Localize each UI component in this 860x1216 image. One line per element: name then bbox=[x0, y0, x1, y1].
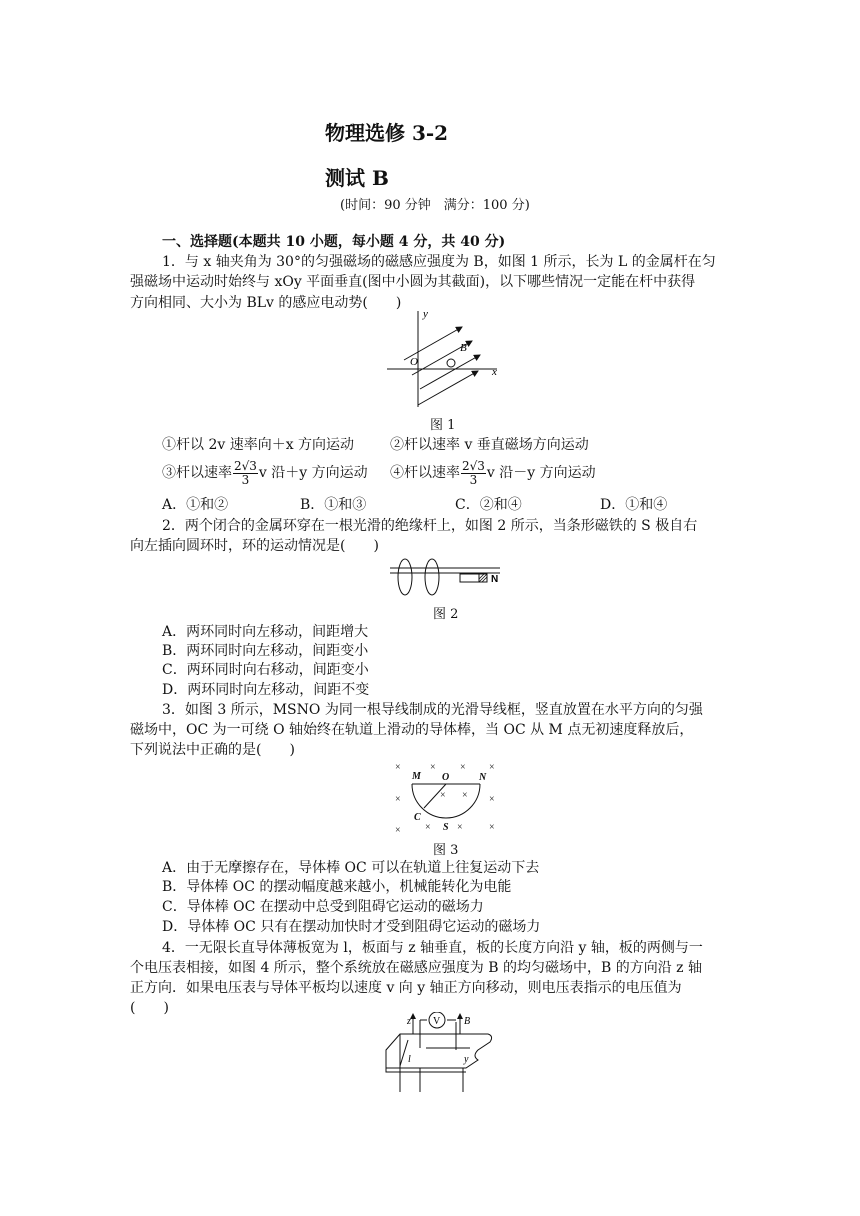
q1-choice-4-pre: ④杆以速率 bbox=[390, 465, 460, 481]
figure-2-caption: 图 2 bbox=[433, 607, 459, 622]
q1-option-a: A．①和② bbox=[162, 497, 229, 513]
q3-option-b: B．导体棒 OC 的摆动幅度越来越小，机械能转化为电能 bbox=[162, 879, 512, 895]
figure-4-diagram bbox=[380, 1012, 498, 1094]
q1-line2: 强磁场中运动时始终与 xOy 平面垂直(图中小圆为其截面)，以下哪些情况一定能在杆中获得 bbox=[130, 274, 696, 290]
field-cross: × bbox=[460, 762, 466, 773]
q3-option-d: D．导体棒 OC 只有在摆动加快时才受到阻碍它运动的磁场力 bbox=[162, 919, 541, 935]
q1-line1: 1．与 x 轴夹角为 30°的匀强磁场的磁感应强度为 B，如图 1 所示，长为 L 的金属杆在匀 bbox=[162, 254, 716, 270]
fraction-denominator: 3 bbox=[469, 472, 478, 487]
q1-line3: 方向相同、大小为 BLv 的感应电动势( ) bbox=[130, 295, 402, 311]
fig1-label-x: x bbox=[492, 366, 497, 378]
fig3-label-n: N bbox=[479, 772, 487, 783]
page-title: 物理选修 3-2 bbox=[325, 121, 449, 145]
q2-line2: 向左插向圆环时，环的运动情况是( ) bbox=[130, 538, 379, 554]
fraction-numerator: 2√3 bbox=[234, 458, 257, 473]
q1-choice-3-post: v 沿＋y 方向运动 bbox=[258, 465, 368, 481]
field-cross: × bbox=[489, 822, 495, 833]
fig3-label-m: M bbox=[412, 771, 421, 782]
figure-1-diagram bbox=[382, 305, 507, 410]
q2-option-a: A．两环同时向左移动，间距增大 bbox=[162, 624, 369, 640]
q1-choice-2: ②杆以速率 v 垂直磁场方向运动 bbox=[390, 437, 589, 453]
figure-2-diagram bbox=[388, 555, 513, 600]
magnet-n-label: N bbox=[491, 574, 499, 585]
figure-1-caption: 图 1 bbox=[430, 418, 456, 433]
fig4-label-b: B bbox=[464, 1016, 471, 1027]
q2-option-c: C．两环同时向右移动，间距变小 bbox=[162, 662, 369, 678]
figure-3-diagram bbox=[390, 758, 505, 838]
q1-choice-4-post: v 沿－y 方向运动 bbox=[486, 465, 596, 481]
q1-choice-3-pre: ③杆以速率 bbox=[162, 465, 232, 481]
fig4-label-y: y bbox=[464, 1054, 469, 1065]
q1-option-b: B．①和③ bbox=[300, 497, 367, 513]
fig1-label-b: B bbox=[460, 342, 467, 354]
fig4-voltmeter-v: V bbox=[433, 1016, 441, 1027]
q2-option-d: D．两环同时向左移动，间距不变 bbox=[162, 682, 370, 698]
fig1-label-o: O bbox=[410, 356, 418, 368]
q4-line1: 4．一无限长直导体薄板宽为 l，板面与 z 轴垂直，板的长度方向沿 y 轴，板的两侧与一 bbox=[162, 940, 703, 956]
fraction-denominator: 3 bbox=[241, 472, 250, 487]
q4-line3: 正方向．如果电压表与导体平板均以速度 v 向 y 轴正方向移动，则电压表指示的电压值为 bbox=[130, 980, 682, 996]
page-subtitle: 测试 B bbox=[325, 166, 389, 190]
field-cross: × bbox=[440, 790, 446, 801]
q3-option-c: C．导体棒 OC 在摆动中总受到阻碍它运动的磁场力 bbox=[162, 899, 484, 915]
q1-choice-3-fraction bbox=[233, 460, 258, 487]
fraction-numerator: 2√3 bbox=[462, 458, 485, 473]
field-cross: × bbox=[395, 762, 401, 773]
fig4-label-z: z bbox=[407, 1016, 411, 1027]
q1-choice-4-fraction bbox=[461, 460, 486, 487]
q3-line3: 下列说法中正确的是( ) bbox=[130, 742, 295, 758]
field-cross: × bbox=[457, 822, 463, 833]
q3-line1: 3．如图 3 所示，MSNO 为同一根导线制成的光滑导线框，竖直放置在水平方向的匀强 bbox=[162, 702, 703, 718]
q1-option-c: C．②和④ bbox=[455, 497, 522, 513]
q4-line2: 个电压表相接，如图 4 所示，整个系统放在磁感应强度为 B 的均匀磁场中，B 的方向沿 z 轴 bbox=[130, 960, 703, 976]
field-cross: × bbox=[489, 794, 495, 805]
fig3-label-s: S bbox=[443, 822, 449, 833]
q1-option-d: D．①和④ bbox=[600, 497, 668, 513]
q4-line4: ( ) bbox=[130, 1000, 169, 1016]
figure-3-caption: 图 3 bbox=[433, 843, 459, 858]
q3-option-a: A．由于无摩擦存在，导体棒 OC 可以在轨道上往复运动下去 bbox=[162, 860, 540, 876]
field-cross: × bbox=[395, 794, 401, 805]
field-cross: × bbox=[425, 822, 431, 833]
q3-line2: 磁场中，OC 为一可绕 O 轴始终在轨道上滑动的导体棒，当 OC 从 M 点无初速度释放后， bbox=[130, 722, 694, 738]
fig3-label-c: C bbox=[414, 812, 421, 823]
q1-choice-1: ①杆以 2v 速率向＋x 方向运动 bbox=[162, 437, 355, 453]
field-cross: × bbox=[462, 790, 468, 801]
field-cross: × bbox=[395, 825, 401, 836]
section-heading: 一、选择题(本题共 10 小题，每小题 4 分，共 40 分) bbox=[162, 234, 506, 250]
fig3-label-o: O bbox=[442, 772, 450, 783]
q1-choice-3 bbox=[162, 455, 368, 491]
q2-line1: 2．两个闭合的金属环穿在一根光滑的绝缘杆上，如图 2 所示，当条形磁铁的 S 极自右 bbox=[162, 518, 698, 534]
field-cross: × bbox=[489, 762, 495, 773]
q1-choice-4 bbox=[390, 455, 596, 491]
q2-option-b: B．两环同时向左移动，间距变小 bbox=[162, 643, 369, 659]
fig4-label-l: l bbox=[408, 1054, 411, 1065]
field-cross: × bbox=[430, 762, 436, 773]
fig1-label-y: y bbox=[423, 308, 428, 320]
exam-info: (时间：90 分钟 满分：100 分) bbox=[340, 198, 530, 213]
